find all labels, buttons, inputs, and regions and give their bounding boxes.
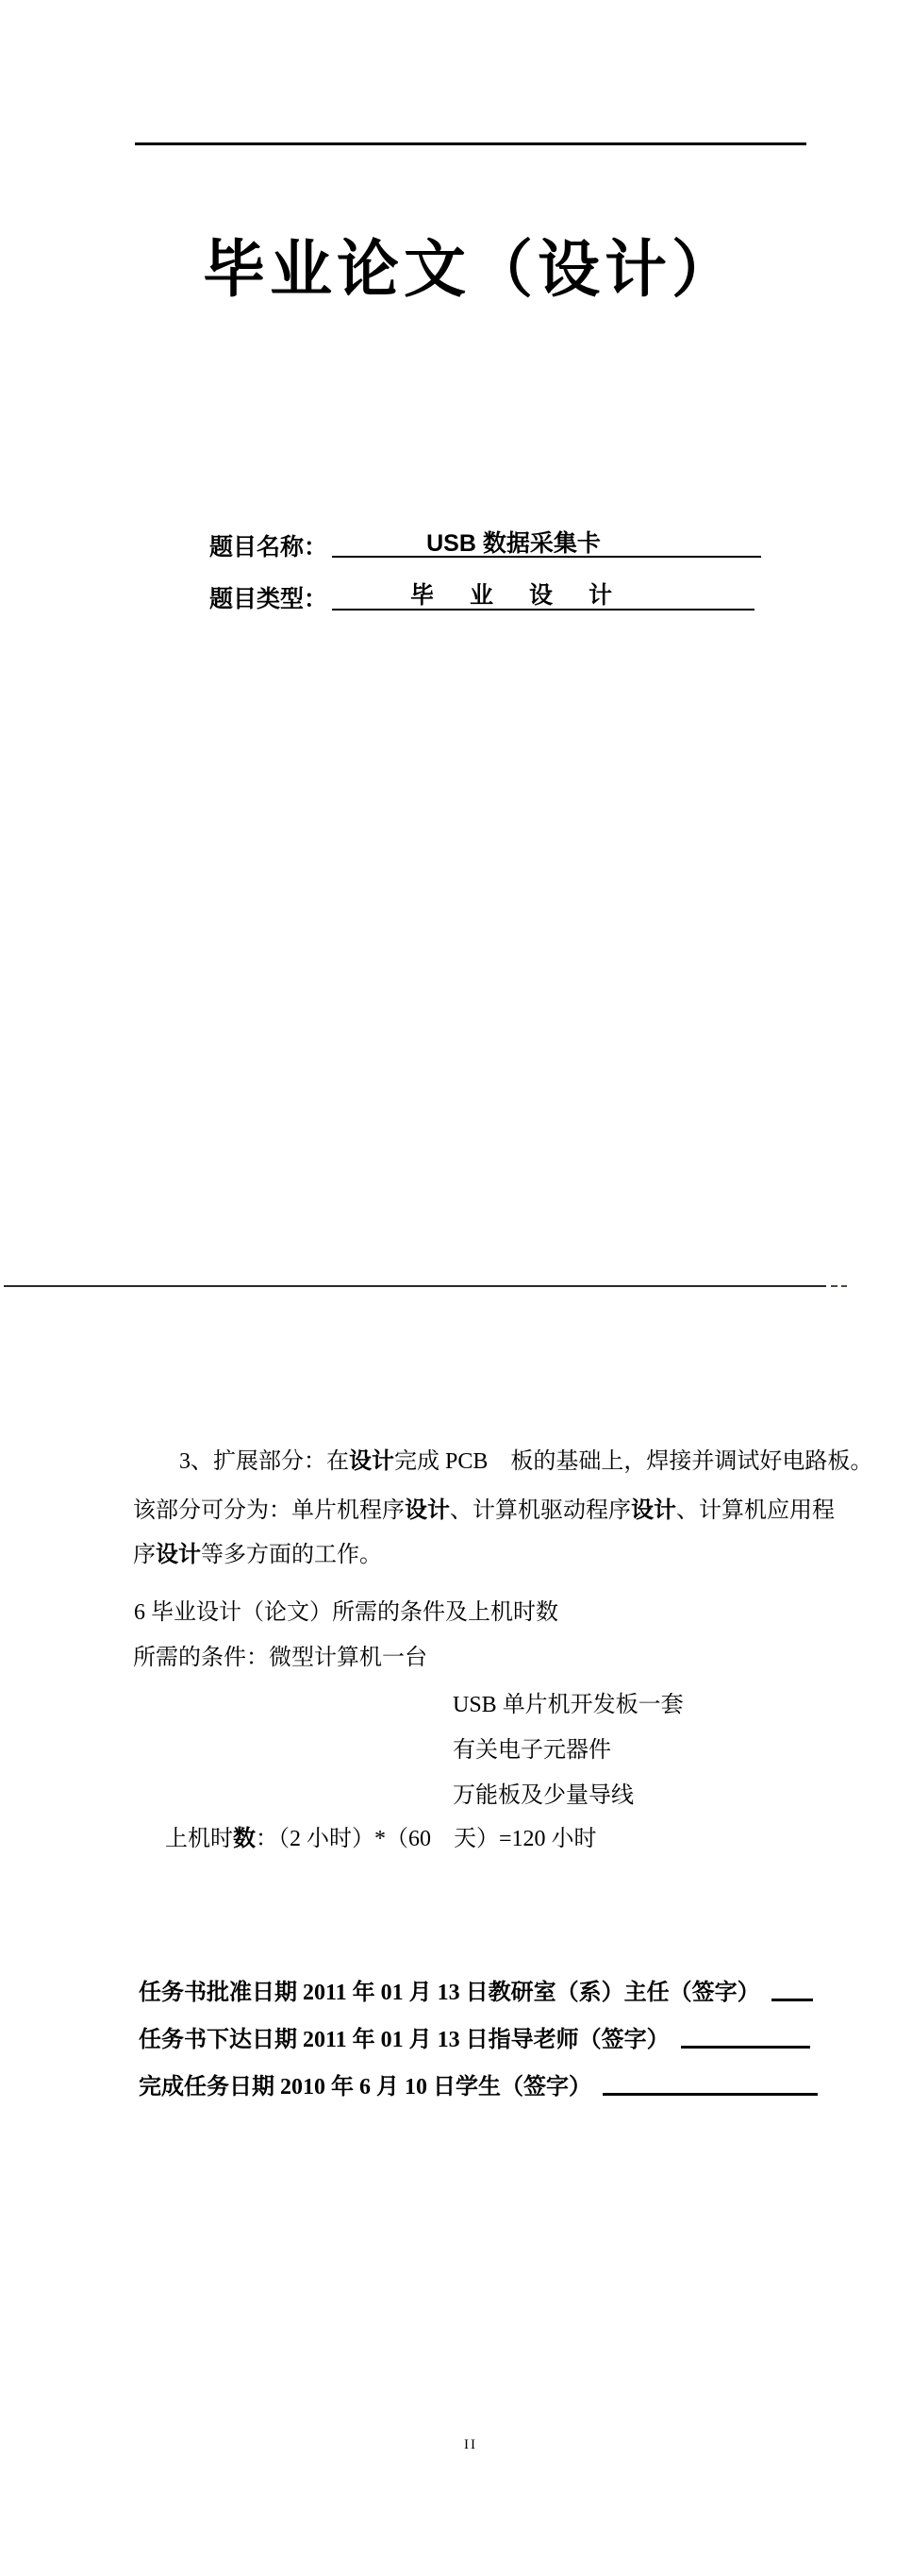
field-label-title-type: 题目类型：	[209, 586, 328, 612]
condition-item: 万能板及少量导线	[453, 1783, 634, 1808]
signature-text: 任务书下达日期 2011 年 01 月 13 日指导老师（签字）	[139, 2028, 670, 2052]
page-break-line	[4, 1285, 826, 1287]
condition-item: USB 单片机开发板一套	[453, 1693, 684, 1717]
header-rule	[135, 142, 806, 145]
field-value-title-type: 毕业设计	[332, 577, 754, 611]
field-label-title-name: 题目名称：	[209, 534, 328, 560]
condition-item: 有关电子元器件	[453, 1738, 611, 1763]
document-title: 毕业论文（设计）	[203, 234, 738, 304]
signature-text: 完成任务日期 2010 年 6 月 10 日学生（签字）	[139, 2075, 591, 2099]
signature-blank	[603, 2074, 818, 2096]
signature-line-issue	[139, 2020, 810, 2053]
machine-time-line: 上机时数：（2 小时）*（60 天）=120 小时	[165, 1827, 597, 1851]
page-break-dash	[831, 1285, 837, 1287]
signature-blank	[771, 1980, 813, 2001]
page-break-dash	[841, 1285, 847, 1287]
page-number: II	[464, 2437, 477, 2452]
paragraph-line: 3、扩展部分：在设计完成 PCB 板的基础上，焊接并调试好电路板。	[179, 1449, 873, 1474]
paragraph-line: 该部分可分为：单片机程序设计、计算机驱动程序设计、计算机应用程	[133, 1498, 835, 1523]
conditions-line: 所需的条件：微型计算机一台	[133, 1646, 427, 1670]
section-heading: 6 毕业设计（论文）所需的条件及上机时数	[134, 1600, 558, 1625]
signature-line-completion	[139, 2067, 818, 2100]
signature-blank	[681, 2027, 810, 2049]
signature-text: 任务书批准日期 2011 年 01 月 13 日教研室（系）主任（签字）	[139, 1981, 760, 2005]
signature-line-approval	[139, 1973, 813, 2006]
paragraph-line: 序设计等多方面的工作。	[133, 1543, 382, 1567]
field-value-title-name: USB 数据采集卡	[332, 525, 761, 558]
